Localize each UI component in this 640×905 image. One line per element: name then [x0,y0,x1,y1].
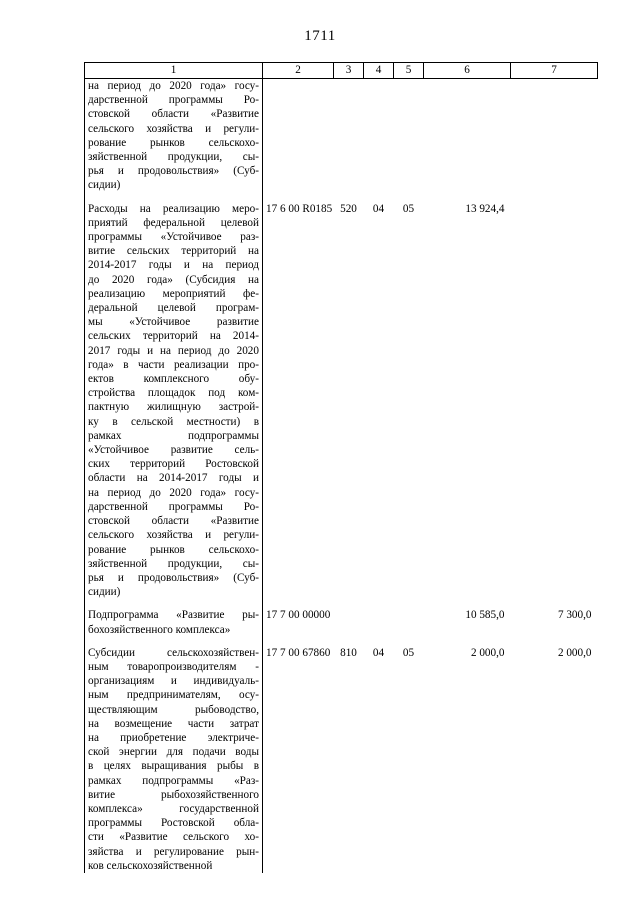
row-description [85,79,263,193]
table-row [85,646,598,873]
page-number: 1711 [304,28,336,44]
subsection-code [394,79,424,193]
amount-year-1: 13 924,4 [465,202,505,215]
description-line: стовской области «Развитие [88,108,259,121]
table-row [85,608,598,636]
description-line: «Устойчивое развитие сель- [88,444,259,457]
description-line: бохозяйственного комплекса» [88,623,231,636]
description-line: Субсидии сельскохозяйствен- [88,646,259,659]
description-line: сидии) [88,586,121,599]
amount-year-2 [511,79,598,193]
header-col-5: 5 [394,63,424,79]
table-row [85,79,598,193]
expense-type-code [334,608,364,636]
row-description [85,608,263,636]
description-line: рамках подпрограммы «Раз- [88,774,259,787]
amount-year-1 [424,79,511,193]
description-line: ектов комплексного обу- [88,373,259,386]
description-line: стовской области «Развитие [88,515,259,528]
amount-year-2 [511,202,598,600]
row-spacer [85,193,598,202]
description-line: ков сельскохозяйственной [88,859,213,872]
expense-type-code: 520 [340,202,357,215]
description-line: на приобретение электриче- [88,731,259,744]
description-line: на период до 2020 года» госу- [88,486,259,499]
row-spacer [85,599,598,608]
row-description [85,646,263,873]
header-col-1: 1 [85,63,263,79]
description-line: года» в части реализации про- [88,358,259,371]
description-line: мы «Устойчивое развитие [88,316,259,329]
description-line: витие рыбохозяйственного [88,788,259,801]
description-line: ку в сельской местности) в [88,415,259,428]
description-line: сидии) [88,179,121,192]
description-line: сти «Развитие сельского хо- [88,831,259,844]
row-spacer [85,637,598,646]
description-line: рование рынков сельскохо- [88,136,259,149]
description-line: рья и продовольствия» (Суб- [88,571,259,584]
target-article-code: 17 6 00 R0185 [266,202,333,215]
section-code [364,608,394,636]
description-line: до 2020 года» (Субсидия на [88,273,259,286]
row-description [85,202,263,600]
description-line: ным предпринимателям, осу- [88,689,259,702]
header-col-7: 7 [511,63,598,79]
description-line: рование рынков сельскохо- [88,543,259,556]
description-line: ских территорий Ростовской [88,458,259,471]
target-article-code [263,79,334,193]
section-code: 04 [372,202,385,215]
header-col-3: 3 [334,63,364,79]
description-line: в целях выращивания рыбы в [88,760,259,773]
description-line: сельского хозяйства и регули- [88,122,259,135]
amount-year-1: 10 585,0 [465,609,505,622]
table-row [85,202,598,600]
description-line: ществляющим рыбоводство, [88,703,259,716]
description-line: пактную жилищную застрой- [88,401,259,414]
description-line: реализацию мероприятий фе- [88,287,259,300]
description-line: сельских территорий на 2014- [88,330,259,343]
description-line: 2017 годы и на период до 2020 [88,344,259,357]
description-line: сельского хозяйства и регули- [88,529,259,542]
description-line: ской энергии для подачи воды [88,746,259,759]
description-line: области на 2014-2017 годы и [88,472,259,485]
description-line: программы «Устойчивое раз- [88,231,259,244]
description-line: комплекса» государственной [88,802,259,815]
expense-type-code [334,79,364,193]
description-line: зяйства и регулирование рын- [88,845,259,858]
header-col-4: 4 [364,63,394,79]
table-header-row [85,63,598,79]
amount-year-2: 2 000,0 [557,646,592,659]
subsection-code [394,608,424,636]
amount-year-1: 2 000,0 [470,646,505,659]
section-code [364,79,394,193]
description-line: организациям и индивидуаль- [88,675,259,688]
header-col-6: 6 [424,63,511,79]
description-line: программы Ростовской обла- [88,817,259,830]
subsection-code: 05 [402,202,415,215]
expense-type-code: 810 [340,646,357,659]
description-line: дарственной программы Ро- [88,500,259,513]
description-line: рья и продовольствия» (Суб- [88,165,259,178]
target-article-code: 17 7 00 00000 [266,609,331,622]
description-line: витие сельских территорий на [88,245,259,258]
description-line: рамках подпрограммы [88,429,259,442]
description-line: приятий федеральной целевой [88,216,259,229]
subsection-code: 05 [402,646,415,659]
description-line: ным товаропроизводителям - [88,660,259,673]
description-line: зяйственной продукции, сы- [88,151,259,164]
description-line: на период до 2020 года» госу- [88,80,259,92]
description-line: Расходы на реализацию меро- [88,202,259,215]
description-line: на возмещение части затрат [88,717,259,730]
section-code: 04 [372,646,385,659]
target-article-code: 17 7 00 67860 [266,646,331,659]
description-line: Подпрограмма «Развитие ры- [88,609,259,622]
description-line: 2014-2017 годы и на период [88,259,259,272]
header-col-2: 2 [263,63,334,79]
description-line: стройства площадок под ком- [88,387,259,400]
description-line: дарственной программы Ро- [88,94,259,107]
description-line: деральной целевой програм- [88,302,259,315]
budget-table [84,62,598,873]
description-line: зяйственной продукции, сы- [88,557,259,570]
amount-year-2: 7 300,0 [557,609,592,622]
